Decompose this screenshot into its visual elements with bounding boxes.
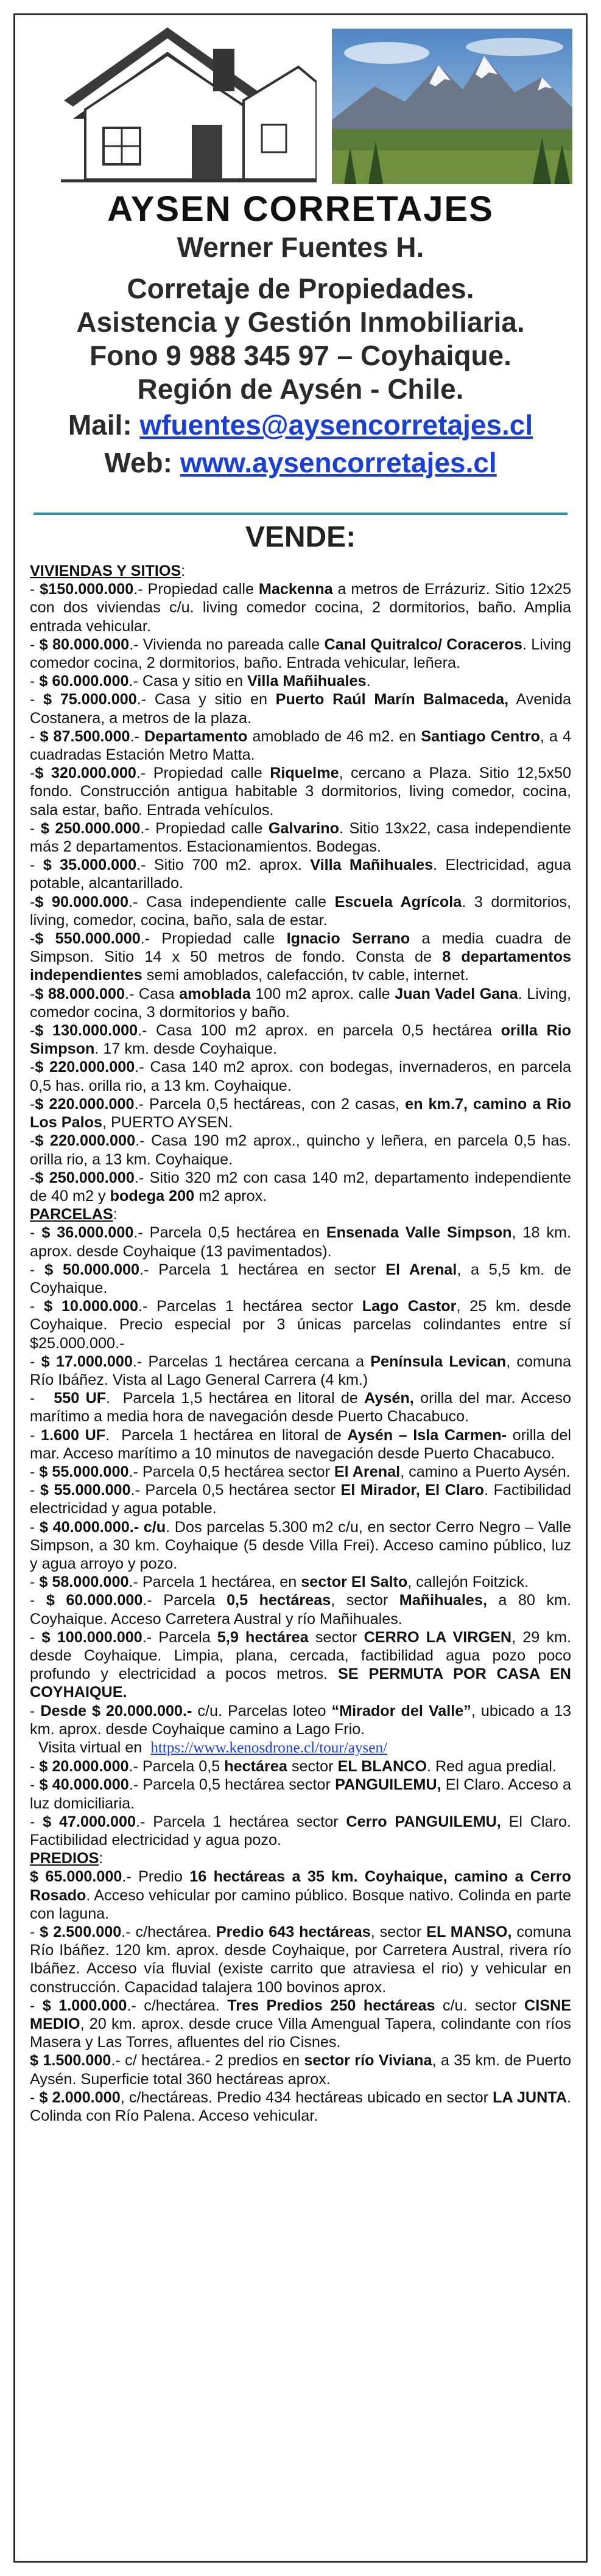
listing-body (30, 562, 576, 2125)
item-text: , callejón Foitzick. (407, 1573, 529, 1591)
predios-list (30, 1867, 576, 2125)
item-text: .- Casa 100 m2 aprox. en parcela 0,5 hectárea (138, 1022, 501, 1040)
item-text: .- Propiedad calle (133, 581, 259, 598)
list-item: - Desde $ 20.000.000.- c/u. Parcelas loteo “Mirador del Valle”, ubicado a 13 km. aprox. desde Coyhaique camino a Lago Frio. Visita virtual en https://www.kenosdrone.cl/tour/aysen/ (30, 1702, 572, 1756)
item-text: .- Parcela (142, 1592, 227, 1609)
item-text: , 20 km. aprox. desde cruce Villa Amengual Tapera, colindante con ríos Masera y Las Torres, afluentes del rio Cisnes. (30, 2015, 571, 2051)
house-logo-icon (61, 27, 317, 186)
list-item (30, 1776, 576, 1812)
item-text: .- Propiedad calle (136, 765, 270, 782)
item-text: - (30, 1298, 44, 1315)
list-item (30, 1021, 571, 1058)
price-or-highlight: $ 320.000.000 (35, 765, 136, 782)
list-item (30, 1518, 571, 1573)
price-or-highlight: $ 35.000.000 (43, 856, 137, 874)
item-text: , a 4 cuadradas Estación Metro Matta. (30, 727, 571, 764)
price-or-highlight: Mackenna (258, 581, 333, 598)
item-text: sector (287, 1758, 338, 1776)
price-or-highlight: $ 60.000.000 (46, 1592, 143, 1609)
price-or-highlight: Galvarino (268, 819, 340, 837)
item-text: .- Parcela 0,5 hectárea sector (128, 1776, 336, 1794)
price-or-highlight: CISNE MEDIO (30, 1997, 571, 2033)
list-item (30, 580, 576, 635)
list-item (30, 690, 575, 727)
item-text: - (30, 1592, 46, 1609)
mail-line (15, 406, 586, 444)
service-line-1: Corretaje de Propiedades. (127, 273, 474, 304)
item-text: , 18 km. aprox. desde Coyhaique (13 pavimentados). (30, 1224, 571, 1260)
brand-block (15, 189, 586, 481)
item-text: - (30, 1169, 35, 1186)
item-text: , PUERTO AYSEN. (102, 1114, 233, 1132)
item-text: m2 aprox. (194, 1187, 267, 1205)
item-text: , a 35 km. de Puerto Aysén. Superficie total 360 hectáreas aprox. (30, 2052, 571, 2088)
item-text: - (30, 581, 40, 598)
list-item (30, 819, 571, 856)
phone-line: Fono 9 988 345 97 – Coyhaique. (90, 340, 511, 371)
item-text: . Acceso vehicular por camino público. Bosque nativo. Colinda en parte con laguna. (30, 1886, 571, 1922)
list-item (30, 2051, 571, 2088)
price-or-highlight: 16 hectáreas a 35 km. Coyhaique, camino a Cerro Rosado (30, 1868, 571, 1904)
item-text: sector (308, 1628, 364, 1646)
price-or-highlight: $ 88.000.000 (35, 985, 125, 1003)
item-text: - (30, 1628, 42, 1646)
item-text: a metros de Errázuriz. Sitio 12x25 con dos viviendas c/u. living comedor cocina, 2 dormitorios, baño. Amplia entrada vehicular. (30, 581, 576, 635)
price-or-highlight: SE PERMUTA POR CASA EN COYHAIQUE. (30, 1665, 571, 1701)
viviendas-list (30, 580, 576, 1205)
item-text: . Electricidad, agua potable, alcantarillado. (30, 856, 572, 892)
price-or-highlight: Mañihuales, (399, 1592, 487, 1609)
item-text: - (30, 673, 40, 690)
item-text: . Sitio 13x22, casa independiente más 2 departamentos. Estacionamientos. Bodegas. (30, 819, 571, 856)
price-or-highlight: $ 220.000.000 (35, 1132, 136, 1150)
mail-link[interactable]: wfuentes@aysencorretajes.cl (139, 409, 533, 441)
item-text: .- c/ hectárea.- 2 predios en (111, 2052, 304, 2070)
price-or-highlight: $ 36.000.000 (41, 1224, 134, 1242)
item-text: . Dos parcelas 5.300 m2 c/u, en sector Cerro Negro – Valle Simpson, a 30 km. Coyhaique (5 desde Villa Frei). Acceso camino público, luz y agua arroyo y pozo. (30, 1518, 572, 1572)
price-or-highlight: $ 58.000.000 (39, 1573, 129, 1591)
list-item (30, 1923, 576, 1997)
item-text: .- Casa independiente calle (128, 893, 335, 911)
list-item (30, 1997, 571, 2052)
price-or-highlight: $ 40.000.000 (39, 1776, 129, 1794)
item-text: .- Vivienda no pareada calle (129, 635, 325, 653)
price-or-highlight: 1.600 UF (40, 1426, 106, 1444)
price-or-highlight: $ 250.000.000 (40, 819, 141, 837)
item-text: , c/hectáreas. Predio 434 hectáreas ubicado en sector (120, 2088, 493, 2106)
parcelas-list (30, 1223, 575, 1701)
item-text: amoblado de 46 m2. en (247, 727, 421, 745)
item-text: .- Parcelas 1 hectárea sector (138, 1298, 362, 1315)
item-text: .- (130, 727, 144, 745)
item-text: a 80 km. Coyhaique. Acceso Carretera Austral y río Mañihuales. (30, 1592, 575, 1628)
price-or-highlight: 5,9 hectárea (217, 1628, 309, 1646)
item-text: - (30, 727, 40, 745)
item-text: .- Casa y sitio en (136, 691, 276, 709)
price-or-highlight: Península Levican (370, 1353, 507, 1370)
item-text: c/u. sector (435, 1997, 525, 2014)
item-text: .- Propiedad calle (140, 930, 287, 948)
price-or-highlight: Riquelme (270, 765, 339, 782)
item-text: - (30, 1224, 42, 1242)
price-or-highlight: El Arenal (334, 1463, 401, 1480)
list-item (30, 635, 571, 672)
price-or-highlight: $ 2.500.000 (40, 1923, 122, 1941)
item-text: - (30, 691, 44, 709)
item-text: - (30, 1426, 41, 1444)
service-line-2: Asistencia y Gestión Inmobiliaria. (76, 306, 525, 338)
item-text: - (30, 1758, 40, 1776)
item-text: .- Propiedad calle (140, 819, 269, 837)
list-item (30, 856, 571, 892)
price-or-highlight: $ 550.000.000 (35, 930, 141, 948)
item-text: . Living comedor cocina, 2 dormitorios, baño. Entrada vehicular, leñera. (30, 635, 571, 672)
item-text: .- Parcela 0,5 hectáreas, con 2 casas, (134, 1095, 406, 1113)
price-or-highlight: El Arenal (385, 1261, 457, 1278)
item-text: comuna Río Ibáñez. 120 km. aprox. desde Coyhaique, por Carretera Austral, rivera río Ibáñez. Acceso vía fluvial (existe carrito que atraviesa el rio) y vehicular en construcción. Capacidad talajera 100 bovinos aprox. (30, 1923, 576, 1996)
list-item (30, 1261, 571, 1297)
item-text: - (30, 1463, 40, 1480)
item-text: semi amoblados, calefacción, tv cable, internet. (142, 967, 469, 984)
price-or-highlight: 0,5 hectáreas (227, 1592, 331, 1609)
virtual-tour-link[interactable]: https://www.kenosdrone.cl/tour/aysen/ (150, 1740, 388, 1756)
item-text: - (30, 1813, 43, 1830)
price-or-highlight: $ 47.000.000 (43, 1813, 136, 1830)
list-item (30, 1591, 575, 1628)
web-link[interactable]: www.aysencorretajes.cl (180, 447, 497, 478)
price-or-highlight: Canal Quitralco/ Coraceros (324, 635, 522, 653)
price-or-highlight: Tres Predios 250 hectáreas (227, 1997, 435, 2014)
list-item (30, 1463, 571, 1481)
list-item (30, 2088, 571, 2125)
price-or-highlight: orilla Rio Simpson (30, 1022, 572, 1058)
price-or-highlight: $ 80.000.000 (39, 635, 130, 653)
web-line (15, 444, 586, 481)
list-item (30, 1481, 571, 1517)
web-label: Web: (104, 447, 172, 478)
price-or-highlight: amoblada (179, 985, 251, 1003)
item-text: .- Parcela 0,5 hectárea en (133, 1224, 326, 1242)
item-text: - (30, 930, 35, 948)
price-or-highlight: hectárea (224, 1758, 287, 1776)
price-or-highlight: $ 250.000.000 (35, 1169, 135, 1186)
list-item (30, 1169, 575, 1205)
list-item (30, 1095, 571, 1132)
price-or-highlight: EL MANSO, (426, 1923, 512, 1941)
item-text: .- Parcela 0,5 (128, 1758, 225, 1776)
list-item (30, 1628, 575, 1702)
list-item (30, 1757, 571, 1776)
price-or-highlight: $150.000.000 (40, 581, 134, 598)
item-text: - (30, 635, 40, 653)
item-text: , camino a Puerto Aysén. (400, 1463, 571, 1480)
list-item (30, 1058, 571, 1094)
price-or-highlight: $ 90.000.000 (35, 893, 129, 911)
item-text: . 17 km. desde Coyhaique. (94, 1040, 277, 1058)
price-or-highlight: bodega 200 (110, 1187, 195, 1205)
price-or-highlight: $ 10.000.000 (44, 1298, 138, 1315)
price-or-highlight: $ 60.000.000 (39, 673, 129, 690)
item-text: .- c/hectárea. (127, 1997, 228, 2014)
item-text: Avenida Costanera, a metros de la plaza. (30, 691, 575, 727)
price-or-highlight: $ 2.000.000 (39, 2088, 121, 2106)
list-item (30, 1813, 575, 1849)
item-text: . Red agua predial. (426, 1758, 557, 1776)
item-text: .- Casa 190 m2 aprox., quincho y leñera, en parcela 0,5 has. orilla rio, a 13 km. Coyhaique. (30, 1132, 572, 1168)
item-text: El Claro. Factibilidad electricidad y agua pozo. (30, 1813, 575, 1849)
flyer-header (15, 15, 586, 502)
price-or-highlight: en km.7, camino a Rio Los Palos (30, 1095, 572, 1132)
price-or-highlight: $ 65.000.000 (30, 1868, 122, 1886)
item-text: - (30, 1923, 40, 1941)
price-or-highlight: Aysén, (364, 1390, 414, 1407)
mountain-landscape-photo (332, 29, 572, 184)
item-text: .- Sitio 700 m2. aprox. (136, 856, 311, 874)
price-or-highlight: Santiago Centro (421, 727, 540, 745)
item-text: , 29 km. desde Coyhaique. Limpia, plana, cercada, factibilidad agua pozo poco profundo y electricidad a pocos metros. (30, 1628, 575, 1683)
price-or-highlight: $ 100.000.000 (41, 1628, 142, 1646)
section-heading-viviendas: VIVIENDAS Y SITIOS: (30, 562, 186, 579)
item-text: - (30, 985, 35, 1003)
list-item (30, 1223, 571, 1260)
item-text: . Parcela 1 hectárea en litoral de (105, 1426, 348, 1444)
price-or-highlight: Predio 643 hectáreas (216, 1923, 371, 1941)
item-text: . 3 dormitorios, living, comedor, cocina, baño, sala de estar. (30, 893, 571, 929)
price-or-highlight: Villa Mañihuales (247, 673, 367, 690)
price-or-highlight: LA JUNTA (493, 2088, 568, 2106)
list-item (30, 1132, 571, 1168)
list-item (30, 929, 575, 985)
list-item (30, 727, 571, 764)
item-text: - (30, 1022, 35, 1040)
price-or-highlight: $ 87.500.000 (40, 727, 130, 745)
list-item (30, 1389, 575, 1426)
price-or-highlight: CERRO LA VIRGEN (364, 1628, 512, 1646)
section-heading-predios: PREDIOS: (30, 1850, 104, 1867)
price-or-highlight: $ 220.000.000 (35, 1095, 135, 1113)
price-or-highlight: El Mirador, El Claro (340, 1482, 485, 1499)
price-or-highlight: EL BLANCO (337, 1758, 427, 1776)
price-or-highlight: Cerro PANGUILEMU, (346, 1813, 501, 1830)
price-or-highlight: sector río Viviana (304, 2052, 432, 2070)
item-text: .- Parcela 1 hectárea en sector (139, 1261, 386, 1278)
item-text: orilla del mar. Acceso marítimo a 10 minutos de navegación desde Puerto Chacabuco. (30, 1426, 575, 1462)
item-text: - (30, 1390, 54, 1407)
item-text: orilla del mar. Acceso marítimo a media hora de navegación desde Puerto Chacabuco. (30, 1390, 575, 1426)
agent-name: Werner Fuentes H. (177, 231, 424, 263)
price-or-highlight: Ensenada Valle Simpson (326, 1224, 512, 1242)
parcelas-list-2 (30, 1757, 576, 1849)
item-text: .- Parcela 0,5 hectárea sector (128, 1463, 334, 1480)
list-item (30, 1297, 571, 1353)
item-text: - (30, 856, 43, 874)
price-or-highlight: Escuela Agrícola (334, 893, 462, 911)
price-or-highlight: $ 130.000.000 (35, 1022, 138, 1040)
item-text: - (30, 893, 35, 911)
price-or-highlight: $ 75.000.000 (43, 691, 137, 709)
price-or-highlight: $ 17.000.000 (41, 1353, 133, 1370)
item-text: . (366, 673, 371, 690)
item-text: - (30, 1261, 45, 1278)
item-text: - (30, 1353, 41, 1370)
price-or-highlight: Lago Castor (362, 1298, 457, 1315)
item-text: . Colinda con Río Palena. Acceso vehicular. (30, 2088, 572, 2125)
item-text: 100 m2 aprox. calle (250, 985, 395, 1003)
item-text: . Living, comedor cocina, 3 dormitorios y baño. (30, 985, 572, 1021)
item-text: .- Parcela 1 hectárea sector (136, 1813, 346, 1830)
price-or-highlight: sector El Salto (301, 1573, 408, 1591)
item-text: a media cuadra de Simpson. Sitio 14 x 50 metros de fondo. Consta de (30, 930, 575, 966)
item-text: - (30, 1776, 40, 1794)
item-text: .- Parcelas 1 hectárea cercana a (132, 1353, 371, 1370)
item-text: - (30, 1482, 40, 1499)
price-or-highlight: Juan Vadel Gana (395, 985, 518, 1003)
item-text: - (30, 1132, 35, 1150)
list-item (30, 985, 571, 1021)
item-text: .- Casa 140 m2 aprox. con bodegas, invernaderos, en parcela 0,5 has. orilla rio, a 13 km. Coyhaique. (30, 1059, 571, 1094)
price-or-highlight: Aysén – Isla Carmen- (347, 1426, 507, 1444)
price-or-highlight: Villa Mañihuales (310, 856, 434, 874)
vende-heading: VENDE: (245, 521, 356, 553)
item-text: - (30, 819, 41, 837)
list-item (30, 764, 571, 819)
item-text: - (30, 1518, 40, 1536)
price-or-highlight: $ 55.000.000 (39, 1463, 129, 1480)
item-text: - (30, 765, 35, 782)
item-text: .- Parcela 1 hectárea, en (128, 1573, 301, 1591)
item-text: El Claro. Acceso a luz domiciliaria. (30, 1776, 576, 1812)
flyer-frame (13, 13, 588, 2563)
list-item (30, 1867, 571, 1923)
price-or-highlight: $ 40.000.000.- c/u (40, 1518, 166, 1536)
price-or-highlight: $ 50.000.000 (44, 1261, 140, 1278)
item-text: , comuna Río Ibáñez. Vista al Lago General Carrera (4 km.) (30, 1353, 572, 1388)
item-text: .- Casa y sitio en (128, 673, 248, 690)
item-text: , sector (331, 1592, 399, 1609)
list-item (30, 672, 571, 690)
item-text: .- Parcela (142, 1628, 217, 1646)
item-text: - (30, 1095, 35, 1113)
mail-label: Mail: (68, 409, 132, 441)
item-text: .- Casa (124, 985, 180, 1003)
list-item (30, 893, 571, 929)
item-text: .- Predio (122, 1868, 190, 1886)
item-text: .- c/hectárea. (121, 1923, 216, 1941)
item-text: , a 5,5 km. de Coyhaique. (30, 1261, 571, 1297)
item-text: . Factibilidad electricidad y agua potable. (30, 1482, 571, 1517)
price-or-highlight: $ 55.000.000 (40, 1482, 131, 1499)
item-text: - (30, 1573, 40, 1591)
section-heading-parcelas: PARCELAS: (30, 1206, 118, 1223)
list-item (30, 1426, 575, 1463)
list-item (30, 1353, 571, 1389)
price-or-highlight: Departamento (144, 727, 248, 745)
price-or-highlight: $ 1.000.000 (42, 1997, 127, 2014)
list-item (30, 1573, 571, 1591)
price-or-highlight: 8 departamentos independientes (30, 948, 571, 984)
price-or-highlight: Ignacio Serrano (286, 930, 410, 948)
item-text: .- Parcela 0,5 hectárea sector (130, 1482, 341, 1499)
item-text: , 25 km. desde Coyhaique. Precio especial por 3 únicas parcelas colindantes entre sí $25.000.000.- (30, 1298, 571, 1352)
price-or-highlight: Puerto Raúl Marín Balmaceda, (275, 691, 509, 709)
item-text: - (30, 1059, 35, 1076)
accent-divider (33, 513, 568, 515)
item-text: .- Sitio 320 m2 con casa 140 m2, departamento independiente de 40 m2 y (30, 1169, 575, 1205)
brand-name: AYSEN CORRETAJES (107, 189, 494, 229)
item-text: - (30, 2088, 40, 2106)
item-text: - (30, 1997, 43, 2014)
item-text: . Parcela 1,5 hectárea en litoral de (106, 1390, 365, 1407)
region-line: Región de Aysén - Chile. (137, 373, 464, 405)
price-or-highlight: $ 220.000.000 (35, 1059, 135, 1076)
item-text: , cercano a Plaza. Sitio 12,5x50 fondo. Construcción antigua habitable 3 dormitorios, living comedor, cocina, sala estar, baño. Entrada vehículos. (30, 765, 571, 819)
price-or-highlight: PANGUILEMU, (335, 1776, 441, 1794)
price-or-highlight: $ 1.500.000 (30, 2052, 111, 2070)
item-text: , sector (370, 1923, 427, 1941)
price-or-highlight: 550 UF (54, 1390, 107, 1407)
price-or-highlight: $ 20.000.000 (39, 1758, 129, 1776)
